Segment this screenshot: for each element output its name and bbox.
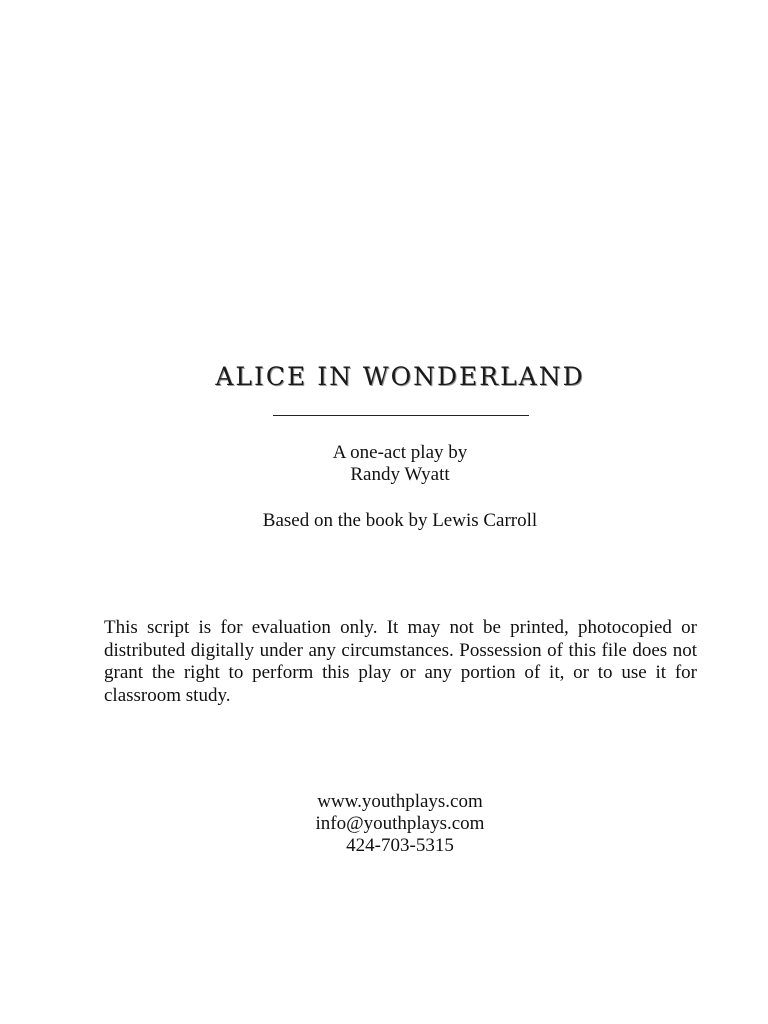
- byline: A one-act play by: [332, 442, 468, 463]
- contact-block: [0, 791, 768, 857]
- author-name: Randy Wyatt: [350, 464, 450, 485]
- evaluation-notice: This script is for evaluation only. It may not be printed, photocopied or distributed digitally under any circumstances. Possession of this file does not grant the right to perform this play or any portion of it, or to use it for classroom study.: [104, 617, 697, 706]
- play-title: ALICE IN WONDERLAND: [215, 362, 585, 391]
- phone-text: 424-703-5315: [346, 835, 454, 856]
- title-underline: [273, 415, 529, 416]
- email-text: info@youthplays.com: [315, 813, 485, 834]
- website-text: www.youthplays.com: [317, 791, 483, 812]
- source-credit: Based on the book by Lewis Carroll: [262, 510, 538, 531]
